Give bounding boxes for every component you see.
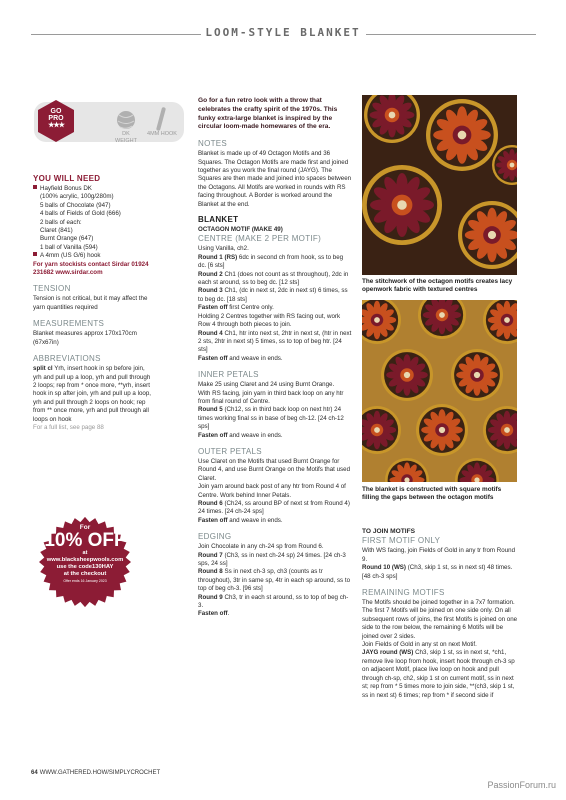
right-column [362,528,520,700]
octagon-heading: OCTAGON MOTIF (MAKE 49) [198,226,283,234]
instruction-line [198,254,353,271]
promo-checkout: at the checkout [63,571,107,577]
instruction-line [198,406,353,431]
promo-url: www.blacksheepwools.com [46,557,124,563]
badge-stars: ★★★ [48,122,64,129]
instruction-line [198,330,353,355]
middle-column [198,97,353,619]
instruction-text: The Motifs should be joined together in a 7x7 formation. The first 7 Motifs will be joined on one side only. On all subsequent rows of joins, the first Motifs is joined on one side to the row below, the remaining 6 Motifs will be joined over 2 sides. [362,599,518,640]
instruction-line [362,547,520,564]
outer-petals-instructions [198,458,353,525]
instruction-line [198,517,353,525]
first-motif-heading: FIRST MOTIF ONLY [362,536,441,546]
instruction-text: (Ch3, skip 1 st, ss in next st) 48 times. [48 ch-3 sps] [362,564,513,580]
notes-heading: NOTES [198,139,228,149]
instruction-line [198,287,353,304]
inner-petals-instructions [198,381,353,440]
octagon-motifs-image [362,95,517,275]
left-column [33,174,153,432]
instruction-line [198,355,353,363]
instruction-line [198,500,353,517]
instruction-text: . [227,610,230,618]
abbreviations-heading: ABBREVIATIONS [33,354,101,364]
edging-instructions [198,543,353,619]
instruction-line [198,458,353,483]
instruction-text: Use Claret on the Motifs that used Burnt Orange for Round 4, and use Burnt Orange on the Motifs that used Claret. [198,457,351,482]
page-header [0,26,566,42]
instruction-label: Round 9 [198,593,223,601]
promo-at: at [82,550,88,556]
abbreviation-definition: Yrh, insert hook in sp before join, yrh and pull up a loop, yrh and pull through 2 loops; rep from * once more, **yrh, insert hook in sp after join, yrh and pull up a loop, yrh and pull through 2 loops on hook; rep from ** once more, yrh and pull through all loops on hook [33,365,151,423]
photo-caption-1: The stitchwork of the octagon motifs creates lacy openwork fabric with textured centres [362,278,513,294]
centre-heading: CENTRE (MAKE 2 PER MOTIF) [198,234,322,244]
stockists-info: For yarn stockists contact Sirdar 01924 231682 www.sirdar.com [33,260,149,277]
measurements-text: Blanket measures approx 170x170cm (67x67in) [33,330,137,346]
photo-octagon-closeup [362,95,517,275]
instruction-text: and weave in ends. [227,354,283,362]
promo-fine-print: Offer ends 16 January 2023 [63,579,107,583]
instruction-label: Round 6 [198,500,223,507]
instruction-label: Fasten off [198,516,228,524]
instruction-text: (Ch12, ss in third back loop on next htr) 24 times working final ss in base of beg ch-12. [24 ch-12 sps] [198,406,344,431]
instruction-label: Round 2 [198,270,223,278]
inner-petals-heading: INNER PETALS [198,370,259,380]
need-item: (100% acrylic, 100g/280m) [40,193,114,201]
instruction-label: Round 1 (RS) [198,253,238,261]
need-item: Hayfield Bonus DK [33,185,153,193]
abbreviation-term: split cl [33,365,53,373]
need-item: A 4mm (US G/6) hook [33,252,153,260]
page-footer [31,770,160,776]
instruction-text: (Ch24, ss around BP of next st from Round 4) 24 times. [24 ch-24 sps] [198,500,350,516]
instruction-text: Ss in next ch-3 sp, ch3 (counts as tr throughout), 3tr in same sp, 4tr in each sp around, ss to top of beg ch-3. [96 sts] [198,568,351,593]
instruction-label: Round 10 (WS) [362,564,406,572]
centre-instructions [198,245,353,363]
yarn-weight-label: DK WEIGHT [115,131,137,144]
instruction-line [362,649,520,699]
photo-blanket-spread [362,300,517,482]
section-title: LOOM-STYLE BLANKET [205,26,361,39]
instruction-text: With RS facing, join yarn in third back loop on any htr from final round of Centre. [198,389,344,405]
instruction-text: Join Fields of Gold in any st on next Motif. [362,641,477,649]
need-item: 4 balls of Fields of Gold (666) [40,210,121,218]
first-motif-instructions [362,547,520,581]
instruction-label: Round 4 [198,329,223,337]
instruction-label: Round 8 [198,568,223,576]
need-item: 1 ball of Vanilla (594) [40,243,98,251]
instruction-line [362,564,520,581]
yarn-ball-icon [117,111,135,129]
watermark: PassionForum.ru [487,780,556,790]
abbreviation-entry [33,365,153,424]
instruction-label: Fasten off [198,610,228,618]
instruction-text: and weave in ends. [227,431,283,439]
instruction-line [198,390,353,407]
promo-badge [32,516,138,608]
promo-content [32,516,138,584]
instruction-text: Ch3, skip 1 st, ss in next st, *ch1, remove live loop from hook, insert hook through ch-3 sp on adjacent Motif, place live loop on hook and pull through ch-sp, ch2, skip 1 st on current motif, ss in next st; rep from * 5 times more to join side, **(ch3, skip 1 st, ss in next st) 6 times; rep from * if second side if [362,649,515,699]
instruction-label: JAYG round (WS) [362,649,414,657]
intro-text: Go for a fun retro look with a throw that celebrates the crafty spirit of the 1970s. This funky extra-large blanket is inspired by the circular loom-made homewares of the era. [198,97,338,131]
need-item: Claret (841) [40,227,73,235]
hook-size-label: 4MM HOOK [147,131,177,137]
blanket-heading: BLANKET [198,215,239,225]
instruction-line [198,432,353,440]
instruction-line [362,599,520,641]
need-item: Burnt Orange (647) [40,235,94,243]
instruction-line [198,594,353,611]
instruction-label: Round 7 [198,551,223,559]
need-item: 5 balls of Chocolate (947) [40,201,111,209]
instruction-line [198,313,353,330]
instruction-line [198,483,353,500]
abbreviations-more: For a full list, see page 88 [33,423,104,431]
badge-pro: PRO [48,115,64,122]
measurements-heading: MEASUREMENTS [33,319,105,329]
instruction-text: Using Vanilla, ch2. [198,245,249,253]
instruction-line [198,271,353,288]
tension-heading: TENSION [33,284,71,294]
instruction-line [198,568,353,593]
instruction-label: Fasten off [198,304,228,312]
instruction-label: Round 3 [198,287,223,295]
instruction-text: and weave in ends. [227,516,283,524]
square-motifs-image [362,300,517,482]
badge-text [38,108,74,129]
instruction-text: With WS facing, join Fields of Gold in any tr from Round 9. [362,547,516,563]
instruction-text: Ch1, htr into next st, 2htr in next st, (htr in next 2 sts, 2htr in next st) 5 times, ss to top of beg htr. [24 sts] [198,329,352,354]
outer-petals-heading: OUTER PETALS [198,446,262,456]
page-number: 64 [31,770,38,776]
footer-url: WWW.GATHERED.HOW/SIMPLYCROCHET [39,770,161,776]
instruction-text: (Ch3, ss in next ch-24 sp) 24 times. [24 ch-3 sps, 24 ss] [198,551,346,568]
instruction-line [198,304,353,312]
instruction-label: Round 5 [198,406,223,414]
instruction-text: Ch1, (dc in next st, 2dc in next st) 6 times, ss to beg dc. [18 sts] [198,287,348,303]
remaining-motifs-instructions [362,599,520,700]
edging-heading: EDGING [198,532,232,542]
promo-discount: 10% OFF [44,530,126,551]
instruction-label: Fasten off [198,431,228,439]
instruction-text: first Centre only. [227,304,274,312]
promo-code: use the code130HAY [56,564,114,570]
need-heading: YOU WILL NEED [33,174,101,183]
promo-for: For [79,524,91,531]
instruction-line [198,245,353,253]
instruction-text: Make 25 using Claret and 24 using Burnt Orange. [198,381,335,389]
instruction-text: Ch1 (does not count as st throughout), 2dc in each st around, ss to beg dc. [12 sts] [198,270,349,287]
instruction-text: Join Chocolate in any ch-24 sp from Round 6. [198,543,324,551]
instruction-text: Ch3, tr in each st around, ss to top of beg ch-3. [198,593,349,610]
remaining-motifs-heading: REMAINING MOTIFS [362,588,445,598]
instruction-line [198,610,353,618]
notes-text: Blanket is made up of 49 Octagon Motifs and 36 Squares. The Octagon Motifs are made first and joined together as you work the final round (JAYG). The Squares are then made and joined into spaces between the Octagons. All Motifs are worked in rounds with RS facing throughout. A Border is worked around the Blanket at the end. [198,150,352,208]
instruction-line [362,641,520,649]
photo-caption-2: The blanket is constructed with square motifs filling the gaps between the octagon motifs [362,486,502,502]
badge-go: GO [50,108,62,115]
instruction-text: Join yarn around back post of any htr from Round 4 of Centre. Work behind Inner Petals. [198,483,346,499]
tension-text: Tension is not critical, but it may affect the yarn quantities required [33,295,148,311]
instruction-line [198,552,353,569]
need-item: 2 balls of each: [40,218,82,226]
instruction-line [198,543,353,551]
instruction-text: Holding 2 Centres together with RS facing out, work Row 4 through both pieces to join. [198,312,341,329]
difficulty-badge [34,100,194,160]
join-heading: TO JOIN MOTIFS [362,528,415,535]
instruction-line [198,381,353,389]
header-rule-right [366,34,536,35]
instruction-label: Fasten off [198,354,228,362]
instruction-text: 6dc in second ch from hook, ss to beg dc. [6 sts] [198,253,344,270]
